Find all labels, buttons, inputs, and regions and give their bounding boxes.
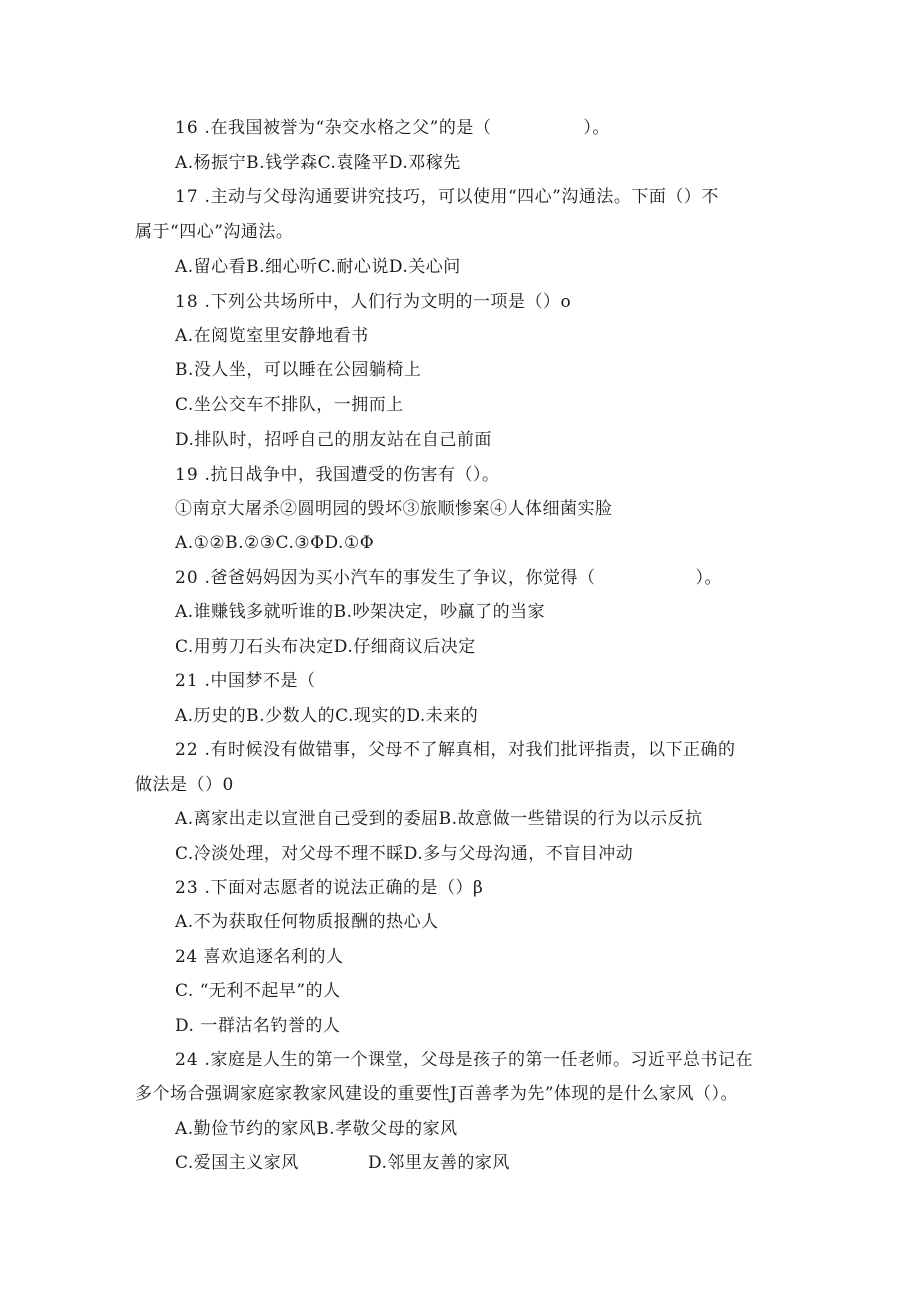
question-20-stem <box>175 566 722 590</box>
question-24-options-1: A.勤俭节约的家风B.孝敬父母的家风 <box>175 1119 458 1139</box>
question-number: 23 <box>175 878 199 898</box>
question-number: 18 <box>175 292 199 312</box>
question-number: 20 <box>175 568 199 588</box>
question-23-option-b: 24 喜欢追逐名利的人 <box>175 947 344 967</box>
question-18-option-a: A.在阅览室里安静地看书 <box>175 326 369 346</box>
question-18-option-c: C.坐公交车不排队，一拥而上 <box>175 395 404 415</box>
question-22-options-2: C.冷淡处理，对父母不理不睬D.多与父母沟通，不盲目冲动 <box>175 844 634 864</box>
question-text: .中国梦不是（ <box>198 671 316 691</box>
question-18-option-b: B.没人坐，可以睡在公园躺椅上 <box>175 360 422 380</box>
question-20-options-1: A.谁赚钱多就听谁的B.吵架决定，吵赢了的当家 <box>175 602 546 622</box>
question-23-stem <box>175 876 483 900</box>
question-19-options: A.①②B.②③C.③ΦD.①Φ <box>175 533 375 553</box>
question-22-stem <box>175 738 735 762</box>
question-text: .爸爸妈妈因为买小汽车的事发生了争议，你觉得（ <box>198 568 596 588</box>
question-text: .有时候没有做错事，父母不了解真相，对我们批评指责，以下正确的 <box>198 740 736 760</box>
question-number: 22 <box>175 740 199 760</box>
question-text: .家庭是人生的第一个课堂，父母是孩子的第一任老师。习近平总书记在 <box>198 1050 753 1070</box>
question-18-option-d: D.排队时，招呼自己的朋友站在自己前面 <box>175 430 492 450</box>
question-text: .在我国被誉为“杂交水格之父”的是（ <box>198 118 492 138</box>
question-text: .抗日战争中，我国遭受的伤害有（）。 <box>198 465 500 485</box>
question-number: 16 <box>175 118 199 138</box>
question-19-items: ①南京大屠杀②圆明园的毁坏③旅顺惨案④人体细菌实脸 <box>175 499 613 519</box>
question-21-options: A.历史的B.少数人的C.现实的D.未来的 <box>175 706 479 726</box>
question-24-stem-cont: 多个场合强调家庭家教家风建设的重要性J百善孝为先”体现的是什么家风（）。 <box>135 1084 739 1104</box>
question-22-stem-cont: 做法是（）0 <box>135 775 234 795</box>
question-19-stem <box>175 463 499 487</box>
question-23-option-c: C. “无利不起早”的人 <box>175 981 341 1001</box>
question-number: 19 <box>175 465 199 485</box>
question-23-option-a: A.不为获取任何物质报酬的热心人 <box>175 912 439 932</box>
question-20-options-2: C.用剪刀石头布决定D.仔细商议后决定 <box>175 637 476 657</box>
question-17-stem-cont: 属于“四心”沟通法。 <box>135 222 294 242</box>
question-16-options: A.杨振宁B.钱学森C.袁隆平D.邓稼先 <box>175 153 461 173</box>
question-16-stem <box>175 116 610 140</box>
question-text-end: ）。 <box>583 118 610 138</box>
question-text: .下列公共场所中，人们行为文明的一项是（）o <box>198 292 572 312</box>
question-24-option-d: D.邻里友善的家风 <box>368 1153 510 1173</box>
question-17-options: A.留心看B.细心听C.耐心说D.关心问 <box>175 257 461 277</box>
question-24-stem <box>175 1048 753 1072</box>
question-24-option-c: C.爱国主义家风 <box>175 1153 299 1173</box>
question-21-stem <box>175 669 315 693</box>
question-22-options-1: A.离家出走以宣泄自己受到的委屈B.故意做一些错误的行为以示反抗 <box>175 809 703 829</box>
question-text: .下面对志愿者的说法正确的是（）β <box>198 878 484 898</box>
question-number: 24 <box>175 1050 199 1070</box>
question-17-stem <box>175 185 719 209</box>
question-text-end: ）。 <box>695 568 722 588</box>
question-number: 17 <box>175 187 199 207</box>
question-text: .主动与父母沟通要讲究技巧，可以使用“四心”沟通法。下面（）不 <box>198 187 719 207</box>
question-18-stem <box>175 290 571 314</box>
question-23-option-d: D. 一群沽名钓誉的人 <box>175 1016 341 1036</box>
question-number: 21 <box>175 671 199 691</box>
